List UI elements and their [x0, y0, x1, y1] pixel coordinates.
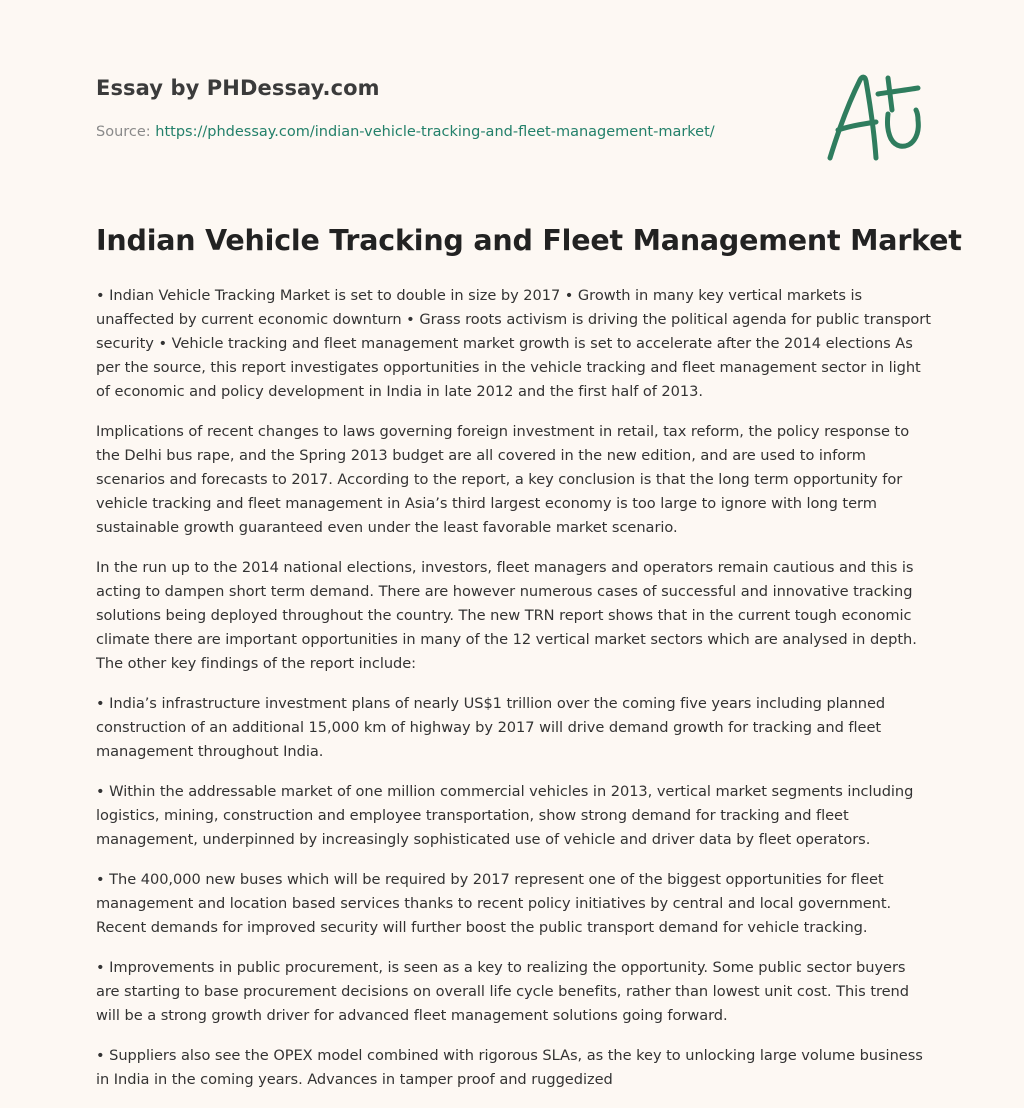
essay-paragraph: Implications of recent changes to laws governing foreign investment in retail, tax reform, the policy response to the Delhi bus rape, and the Spring 2013 budget are all covered in the new edition, and are used to inform scenarios and forecasts to 2017. According to the report, a key conclusion is that the long term opportunity for vehicle tracking and fleet management in Asia’s third largest economy is too large to ignore with long term sustainable growth guaranteed even under the least favorable market scenario. [96, 423, 910, 536]
site-brand: Essay by PHDessay.com [96, 76, 380, 100]
essay-paragraph: • Within the addressable market of one million commercial vehicles in 2013, vertical market segments including logistics, mining, construction and employee transportation, show strong demand for tracking and fleet management, underpinned by increasingly sophisticated use of vehicle and driver data by fleet operators. [96, 783, 914, 848]
source-link[interactable]: https://phdessay.com/indian-vehicle-tracking-and-fleet-management-market/ [155, 124, 715, 140]
source-line [96, 124, 715, 140]
essay-paragraph: • Indian Vehicle Tracking Market is set to double in size by 2017 • Growth in many key vertical markets is unaffected by current economic downturn • Grass roots activism is driving the political agenda for public transport security • Vehicle tracking and fleet management market growth is set to accelerate after the 2014 elections As per the source, this report investigates opportunities in the vehicle tracking and fleet management sector in light of economic and policy development in India in late 2012 and the first half of 2013. [96, 287, 931, 400]
essay-paragraph: • Suppliers also see the OPEX model combined with rigorous SLAs, as the key to unlocking large volume business in India in the coming years. Advances in tamper proof and ruggedized [96, 1047, 923, 1088]
essay-paragraph: • The 400,000 new buses which will be required by 2017 represent one of the biggest opportunities for fleet management and location based services thanks to recent policy initiatives by central and local government. Recent demands for improved security will further boost the public transport demand for vehicle tracking. [96, 871, 892, 936]
essay-paragraph: • Improvements in public procurement, is seen as a key to realizing the opportunity. Some public sector buyers are starting to base procurement decisions on overall life cycle benefits, rather than lowest unit cost. This trend will be a strong growth driver for advanced fleet management solutions going forward. [96, 959, 909, 1024]
source-label: Source: [96, 124, 156, 140]
a-plus-logo-icon [818, 64, 930, 166]
essay-paragraph: • India’s infrastructure investment plans of nearly US$1 trillion over the coming five years including planned construction of an additional 15,000 km of highway by 2017 will drive demand growth for tracking and fleet management throughout India. [96, 695, 886, 760]
essay-paragraph: In the run up to the 2014 national elections, investors, fleet managers and operators remain cautious and this is acting to dampen short term demand. There are however numerous cases of successful and innovative tracking solutions being deployed throughout the country. The new TRN report shows that in the current tough economic climate there are important opportunities in many of the 12 vertical market sectors which are analysed in depth. The other key findings of the report include: [96, 559, 917, 672]
essay-title: Indian Vehicle Tracking and Fleet Management Market [96, 224, 962, 257]
essay-body [96, 284, 932, 1108]
